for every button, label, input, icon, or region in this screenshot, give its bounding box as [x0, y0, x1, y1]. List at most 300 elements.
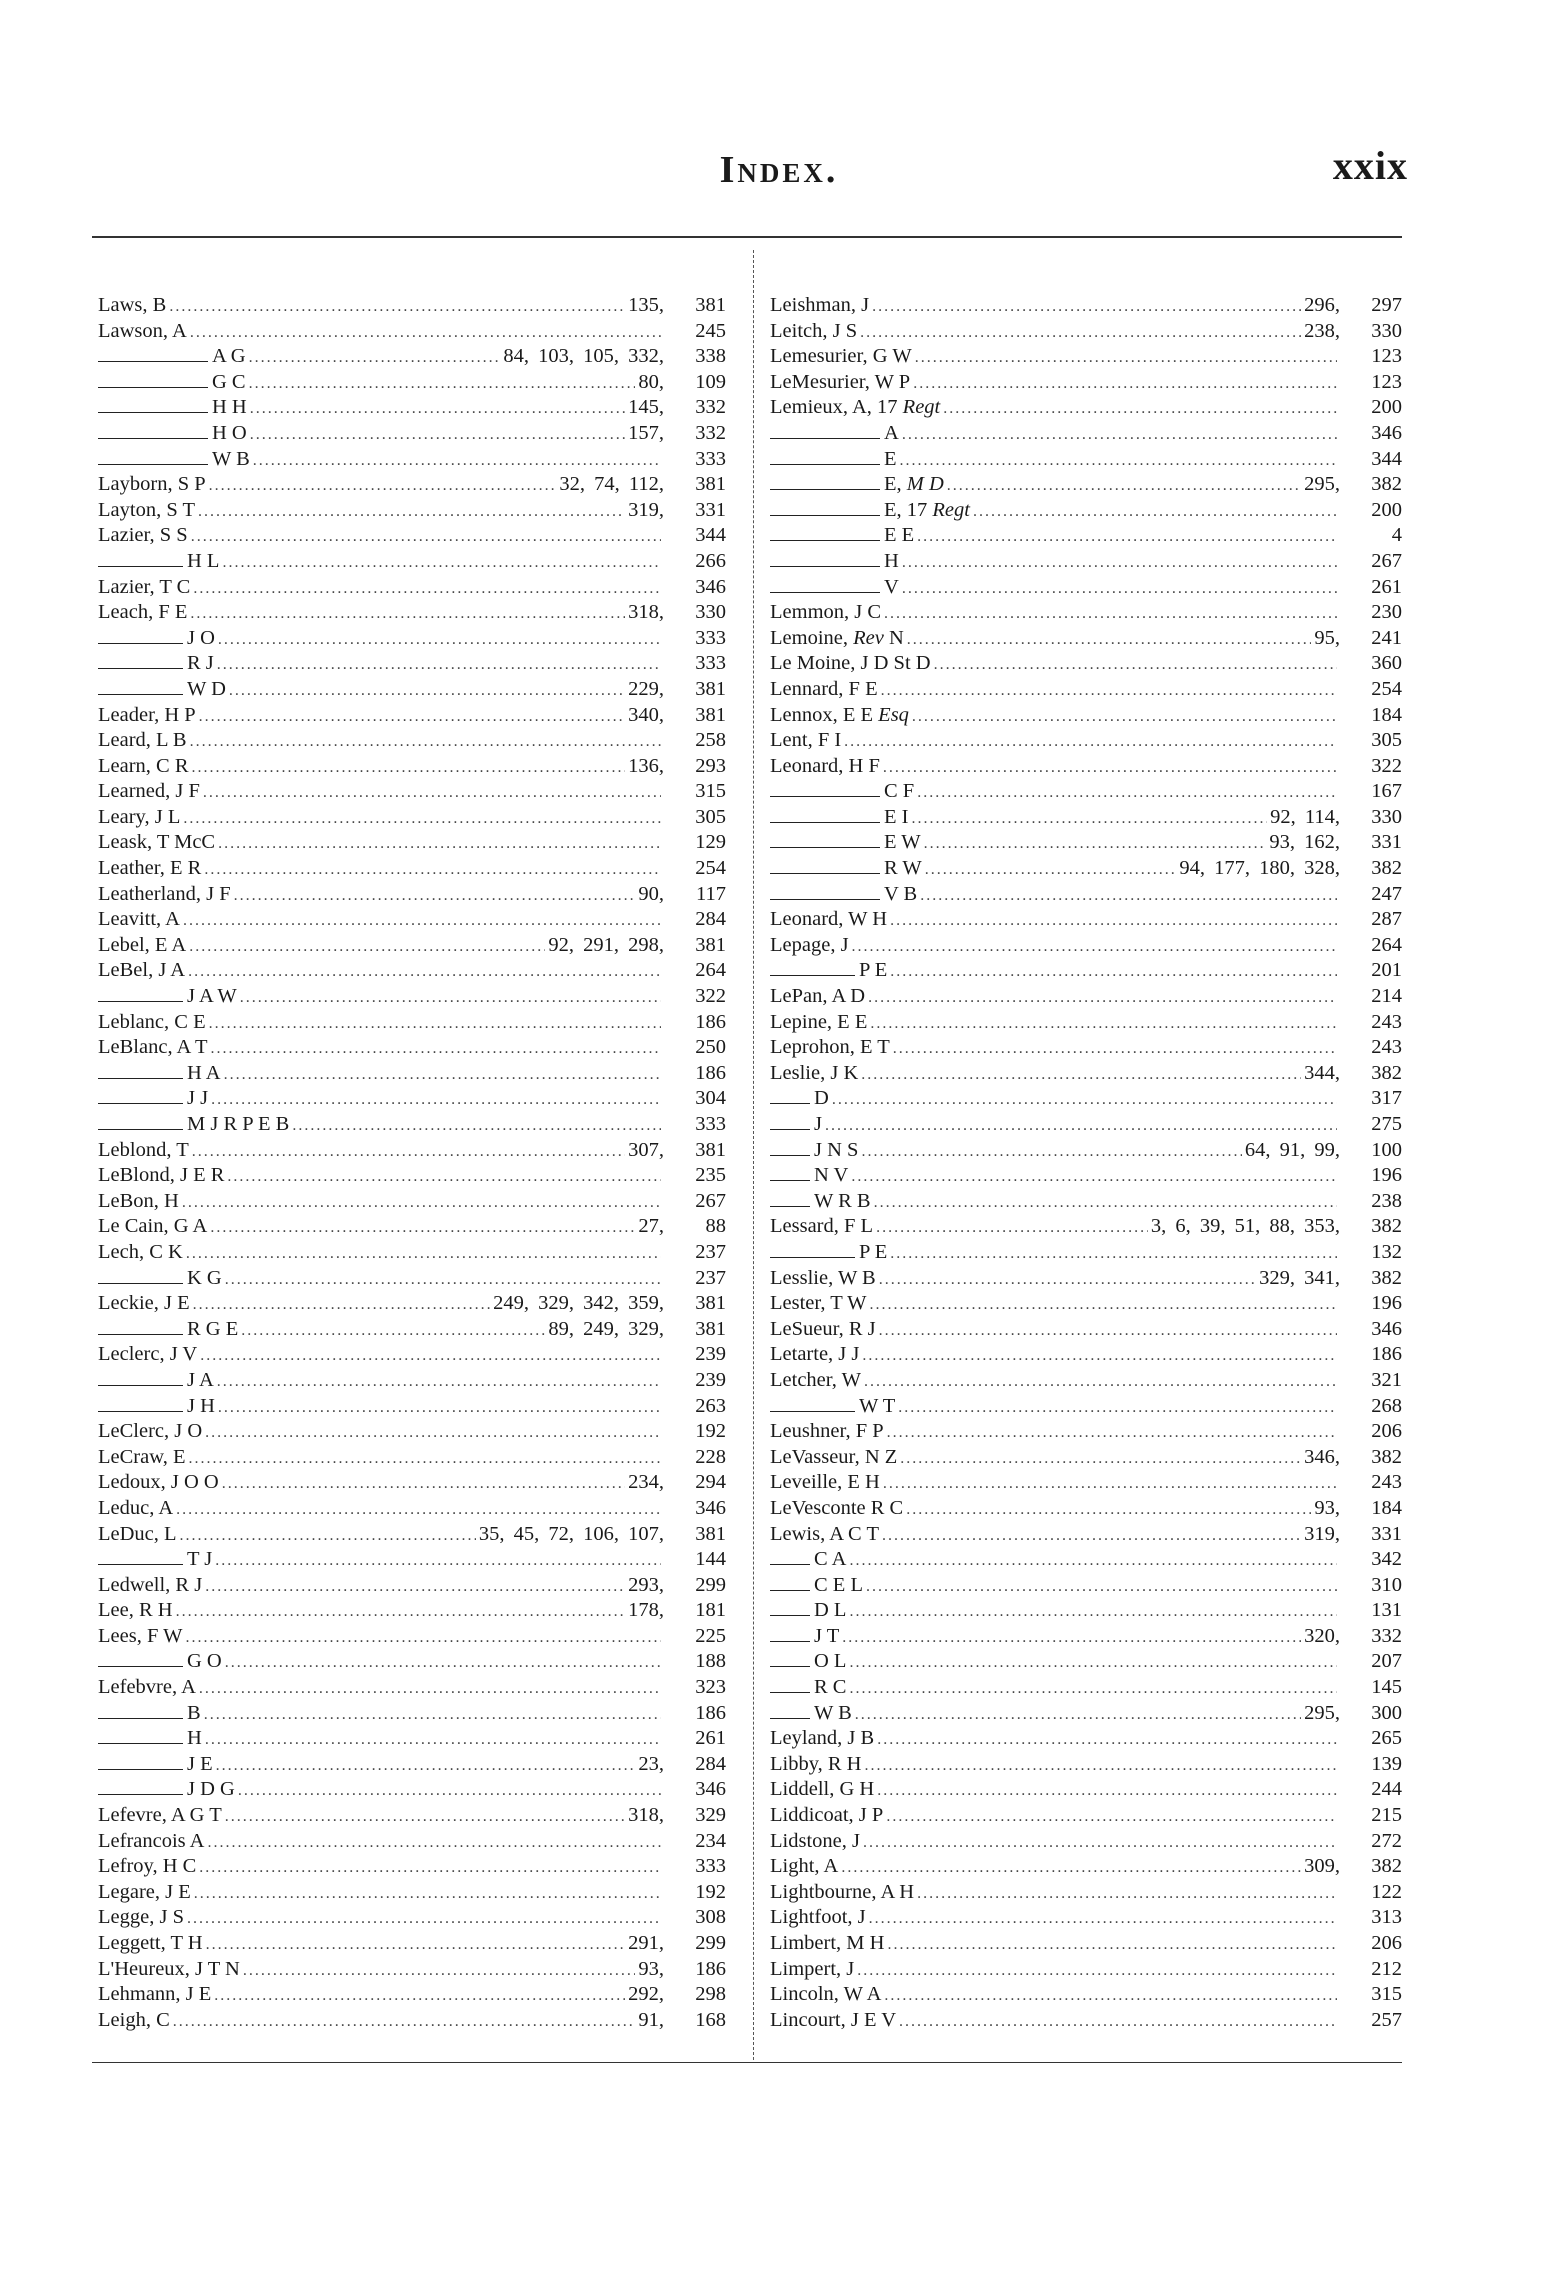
- leader-dots: [863, 1830, 1337, 1856]
- entry-name: R J: [98, 651, 214, 677]
- index-entry: [770, 1266, 1402, 1292]
- entry-name: L'Heureux, J T N: [98, 1957, 240, 1980]
- final-page-ref: 258: [695, 729, 726, 752]
- entry-name: J O: [98, 626, 215, 652]
- entry-name: Leslie, J K: [770, 1061, 859, 1084]
- leader-dots: [862, 1343, 1337, 1369]
- leader-dots: [879, 1267, 1256, 1293]
- final-page-ref: 254: [1371, 677, 1402, 700]
- leader-dots: [893, 1036, 1337, 1062]
- index-entry: [98, 1598, 726, 1624]
- final-page-ref: 332: [695, 396, 726, 419]
- final-page-ref: 237: [695, 1240, 726, 1263]
- final-page-ref: 323: [695, 1676, 726, 1699]
- leader-dots: [205, 1574, 625, 1600]
- entry-name: M J R P E B: [98, 1112, 289, 1138]
- entry-name: Lees, F W: [98, 1624, 183, 1647]
- index-entry: [98, 1138, 726, 1164]
- index-entry: [98, 907, 726, 933]
- leader-dots: [183, 806, 661, 832]
- leader-dots: [842, 1625, 1301, 1651]
- final-page-ref: 315: [1371, 1983, 1402, 2006]
- leader-dots: [924, 831, 1267, 857]
- final-page-ref: 212: [1371, 1957, 1402, 1980]
- index-entry: [98, 1675, 726, 1701]
- index-entry: [770, 1138, 1402, 1164]
- index-entry: [98, 1189, 726, 1215]
- index-entry: [98, 1214, 726, 1240]
- entry-name: Leblanc, C E: [98, 1010, 206, 1033]
- leader-dots: [868, 985, 1337, 1011]
- index-entry: [770, 421, 1402, 447]
- ditto-dash: [98, 1654, 183, 1667]
- index-entry: [770, 447, 1402, 473]
- final-page-ref: 381: [695, 1522, 726, 1545]
- final-page-ref: 330: [1371, 319, 1402, 342]
- final-page-ref: 167: [1371, 780, 1402, 803]
- ditto-dash: [770, 477, 880, 490]
- final-page-ref: 332: [695, 421, 726, 444]
- final-page-ref: 275: [1371, 1113, 1402, 1135]
- index-entry: [770, 549, 1402, 575]
- index-entry: [770, 370, 1402, 396]
- ditto-dash: [770, 528, 880, 541]
- leader-dots: [222, 1471, 625, 1497]
- index-entry: [770, 1214, 1402, 1240]
- final-page-ref: 299: [695, 1573, 726, 1596]
- index-entry: [98, 805, 726, 831]
- entry-name: Lester, T W: [770, 1292, 867, 1315]
- index-entry: [98, 984, 726, 1010]
- leader-dots: [199, 1676, 661, 1702]
- leader-dots: [198, 499, 625, 525]
- leader-dots: [907, 627, 1312, 653]
- final-page-ref: 346: [1371, 421, 1402, 444]
- index-entry: [770, 1957, 1402, 1983]
- leader-dots: [205, 1420, 661, 1446]
- index-entry: [98, 1829, 726, 1855]
- entry-name: V: [770, 575, 899, 601]
- final-page-ref: 144: [695, 1548, 726, 1571]
- final-page-ref: 186: [695, 1957, 726, 1980]
- index-entry: [770, 1394, 1402, 1420]
- entry-name: O L: [770, 1649, 846, 1675]
- entry-name: Leigh, C: [98, 2008, 170, 2031]
- leader-dots: [209, 473, 557, 499]
- final-page-ref: 184: [1371, 1496, 1402, 1519]
- leader-dots: [841, 1855, 1301, 1881]
- index-entry: [770, 1010, 1402, 1036]
- index-entry: [770, 728, 1402, 754]
- leader-dots: [204, 1702, 661, 1728]
- entry-name: H: [98, 1726, 202, 1752]
- final-page-ref: 238: [1371, 1189, 1402, 1212]
- entry-name: Limpert, J: [770, 1957, 855, 1980]
- leader-dots: [204, 857, 661, 883]
- final-page-ref: 333: [695, 1113, 726, 1135]
- final-page-ref: 206: [1371, 1420, 1402, 1443]
- leader-dots: [205, 1727, 661, 1753]
- final-page-ref: 298: [695, 1983, 726, 2006]
- entry-name: R W: [770, 856, 922, 882]
- ditto-dash: [98, 989, 183, 1002]
- final-page-ref: 192: [695, 1880, 726, 1903]
- leader-dots: [900, 1446, 1301, 1472]
- leader-dots: [218, 831, 661, 857]
- leader-dots: [188, 1446, 661, 1472]
- page-refs: 93,: [638, 1957, 664, 1980]
- ditto-dash: [770, 1629, 810, 1642]
- entry-name: Libby, R H: [770, 1752, 862, 1775]
- index-entry: [770, 1624, 1402, 1650]
- final-page-ref: 132: [1371, 1240, 1402, 1263]
- index-entry: [770, 1675, 1402, 1701]
- leader-dots: [224, 1062, 661, 1088]
- index-entry: [98, 1957, 726, 1983]
- final-page-ref: 293: [695, 754, 726, 777]
- ditto-dash: [770, 1143, 810, 1156]
- leader-dots: [249, 371, 636, 397]
- ditto-dash: [770, 861, 880, 874]
- leader-dots: [180, 1523, 476, 1549]
- final-page-ref: 267: [695, 1189, 726, 1212]
- entry-name: E I: [770, 805, 908, 831]
- index-entry: [770, 1880, 1402, 1906]
- index-entry: [770, 1470, 1402, 1496]
- final-page-ref: 344: [1371, 447, 1402, 470]
- page-refs: 318,: [628, 601, 664, 624]
- leader-dots: [211, 1036, 661, 1062]
- entry-name: Leatherland, J F: [98, 882, 231, 905]
- leader-dots: [193, 1292, 490, 1318]
- leader-dots: [191, 524, 661, 550]
- final-page-ref: 382: [1371, 1266, 1402, 1289]
- index-entry: [98, 1496, 726, 1522]
- leader-dots: [249, 345, 501, 371]
- entry-name: T J: [98, 1547, 212, 1573]
- index-entry: [770, 600, 1402, 626]
- leader-dots: [225, 1804, 625, 1830]
- page-title: Index.: [719, 149, 839, 191]
- leader-dots: [209, 1011, 661, 1037]
- final-page-ref: 263: [695, 1394, 726, 1417]
- entry-name: Lawson, A: [98, 319, 187, 342]
- leader-dots: [912, 704, 1337, 730]
- ditto-dash: [770, 1091, 810, 1104]
- ditto-dash: [770, 1117, 810, 1130]
- final-page-ref: 257: [1371, 2008, 1402, 2031]
- ditto-dash: [98, 426, 208, 439]
- index-entry: [770, 1547, 1402, 1573]
- final-page-ref: 346: [695, 575, 726, 598]
- entry-name: LeCraw, E: [98, 1445, 186, 1468]
- leader-dots: [855, 1702, 1301, 1728]
- leader-dots: [857, 1958, 1337, 1984]
- entry-name: E W: [770, 830, 921, 856]
- final-page-ref: 131: [1371, 1599, 1402, 1622]
- entry-name: Leggett, T H: [98, 1932, 203, 1954]
- page-number: xxix: [1332, 143, 1408, 188]
- leader-dots: [173, 2009, 636, 2035]
- ditto-dash: [770, 1245, 855, 1258]
- index-entry: [770, 677, 1402, 703]
- entry-name: Letcher, W: [770, 1368, 861, 1391]
- index-entry: [98, 754, 726, 780]
- final-page-ref: 230: [1371, 601, 1402, 624]
- entry-name: Leushner, F P: [770, 1420, 884, 1443]
- final-page-ref: 145: [1371, 1676, 1402, 1699]
- column-divider: [753, 250, 754, 2060]
- entry-name: Leyland, J B: [770, 1727, 875, 1750]
- page-refs: 89, 249, 329,: [548, 1317, 664, 1340]
- header-rule: [92, 236, 1402, 238]
- index-entry: [770, 1342, 1402, 1368]
- entry-name: LeBon, H: [98, 1189, 179, 1212]
- final-page-ref: 333: [695, 447, 726, 470]
- entry-name: Lewis, A C T: [770, 1522, 879, 1545]
- index-entry: [98, 1291, 726, 1317]
- page-refs: 32, 74, 112,: [559, 473, 664, 496]
- entry-name: Lightfoot, J: [770, 1906, 866, 1929]
- final-page-ref: 264: [1371, 933, 1402, 956]
- index-entry: [770, 1854, 1402, 1880]
- final-page-ref: 122: [1371, 1880, 1402, 1903]
- entry-name: J D G: [98, 1777, 235, 1803]
- entry-name: E: [770, 447, 897, 473]
- final-page-ref: 265: [1371, 1727, 1402, 1750]
- page-refs: 292,: [628, 1983, 664, 2006]
- index-entry: [770, 1905, 1402, 1931]
- leader-dots: [183, 908, 661, 934]
- leader-dots: [911, 806, 1267, 832]
- leader-dots: [190, 729, 661, 755]
- final-page-ref: 88: [705, 1215, 726, 1238]
- final-page-ref: 330: [695, 601, 726, 624]
- index-entry: [770, 1573, 1402, 1599]
- index-entry: [98, 1086, 726, 1112]
- final-page-ref: 346: [695, 1496, 726, 1519]
- index-entry: [770, 958, 1402, 984]
- page-refs: 340,: [628, 703, 664, 726]
- leader-dots: [203, 780, 661, 806]
- leader-dots: [190, 601, 625, 627]
- entry-qualifier: Regt: [932, 498, 970, 521]
- index-entry: [98, 1982, 726, 2008]
- entry-name: J J: [98, 1086, 208, 1112]
- index-entry: [770, 754, 1402, 780]
- entry-name: A: [770, 421, 899, 447]
- entry-name: W B: [98, 447, 250, 473]
- index-entry: [98, 728, 726, 754]
- entry-name: Lazier, S S: [98, 524, 188, 547]
- index-entry: [98, 1368, 726, 1394]
- page-refs: 229,: [628, 677, 664, 700]
- ditto-dash: [770, 1654, 810, 1667]
- entry-name: Learned, J F: [98, 780, 200, 803]
- final-page-ref: 322: [695, 985, 726, 1008]
- index-entry: [770, 1317, 1402, 1343]
- index-entry: [98, 1266, 726, 1292]
- entry-name: Leitch, J S: [770, 319, 858, 342]
- final-page-ref: 330: [1371, 805, 1402, 828]
- ditto-dash: [770, 1399, 855, 1412]
- leader-dots: [934, 652, 1337, 678]
- final-page-ref: 331: [695, 498, 726, 521]
- index-entry: [770, 1829, 1402, 1855]
- page-refs: 135,: [628, 294, 664, 316]
- final-page-ref: 200: [1371, 498, 1402, 521]
- entry-name: Liddell, G H: [770, 1778, 875, 1801]
- index-entry: [98, 1522, 726, 1548]
- ditto-dash: [98, 1322, 183, 1335]
- final-page-ref: 254: [695, 857, 726, 880]
- index-entry: [770, 907, 1402, 933]
- entry-name: W T: [770, 1394, 895, 1420]
- index-entry: [770, 1726, 1402, 1752]
- leader-dots: [217, 1369, 661, 1395]
- index-entry: [98, 1394, 726, 1420]
- ditto-dash: [770, 887, 880, 900]
- entry-name: Leblond, T: [98, 1138, 189, 1161]
- leader-dots: [861, 1139, 1241, 1165]
- final-page-ref: 4: [1391, 524, 1402, 547]
- leader-dots: [199, 1855, 661, 1881]
- ditto-dash: [98, 1731, 183, 1744]
- final-page-ref: 317: [1371, 1087, 1402, 1110]
- final-page-ref: 225: [695, 1624, 726, 1647]
- index-entry: [98, 1010, 726, 1036]
- entry-name: Legare, J E: [98, 1880, 191, 1903]
- leader-dots: [849, 1548, 1337, 1574]
- page-refs: 64, 91, 99,: [1244, 1138, 1340, 1161]
- index-entry: [98, 703, 726, 729]
- entry-name: D: [770, 1086, 829, 1112]
- ditto-dash: [98, 1399, 183, 1412]
- entry-name: J N S: [770, 1138, 858, 1164]
- leader-dots: [207, 1830, 661, 1856]
- leader-dots: [890, 959, 1337, 985]
- final-page-ref: 284: [695, 908, 726, 931]
- final-page-ref: 214: [1371, 985, 1402, 1008]
- index-entry: [770, 1445, 1402, 1471]
- index-entry: [98, 447, 726, 473]
- final-page-ref: 382: [1371, 473, 1402, 496]
- entry-name: Leonard, H F: [770, 754, 880, 777]
- entry-name: Layborn, S P: [98, 473, 206, 496]
- leader-dots: [216, 1753, 636, 1779]
- page-refs: 307,: [628, 1138, 664, 1161]
- index-entry: [98, 1803, 726, 1829]
- ditto-dash: [98, 452, 208, 465]
- index-entry: [770, 626, 1402, 652]
- leader-dots: [849, 1676, 1337, 1702]
- index-entry: [98, 319, 726, 345]
- entry-name: R C: [770, 1675, 846, 1701]
- leader-dots: [182, 1190, 661, 1216]
- index-entry: [98, 370, 726, 396]
- leader-dots: [883, 755, 1337, 781]
- page-refs: 94, 177, 180, 328,: [1179, 857, 1340, 880]
- ditto-dash: [98, 349, 208, 362]
- index-entry: [770, 1752, 1402, 1778]
- entry-name: Lee, R H: [98, 1599, 173, 1622]
- entry-qualifier: Rev: [853, 626, 884, 649]
- leader-dots: [917, 780, 1337, 806]
- final-page-ref: 294: [695, 1471, 726, 1494]
- page-refs: 178,: [628, 1599, 664, 1622]
- entry-name: Laws, B: [98, 294, 167, 316]
- leader-dots: [902, 550, 1337, 576]
- entry-name: C F: [770, 779, 914, 805]
- index-entry: [98, 626, 726, 652]
- entry-name: N V: [770, 1163, 848, 1189]
- entry-name: Lazier, T C: [98, 575, 191, 598]
- final-page-ref: 333: [695, 626, 726, 649]
- page-refs: 249, 329, 342, 359,: [493, 1292, 664, 1315]
- index-entry: [98, 1419, 726, 1445]
- ditto-dash: [770, 835, 880, 848]
- ditto-dash: [770, 1552, 810, 1565]
- final-page-ref: 117: [696, 882, 726, 905]
- page-refs: 92, 291, 298,: [548, 933, 664, 956]
- entry-name: Lemieux, A, 17 Regt: [770, 396, 941, 419]
- final-page-ref: 299: [695, 1932, 726, 1954]
- right-column: [770, 293, 1402, 2033]
- entry-name: Leckie, J E: [98, 1292, 190, 1315]
- final-page-ref: 243: [1371, 1010, 1402, 1033]
- index-entry: [98, 1624, 726, 1650]
- final-page-ref: 244: [1371, 1778, 1402, 1801]
- entry-name: Letarte, J J: [770, 1343, 860, 1366]
- entry-name: Liddicoat, J P: [770, 1804, 884, 1827]
- final-page-ref: 305: [695, 805, 726, 828]
- leader-dots: [861, 1062, 1301, 1088]
- index-entry: [98, 1445, 726, 1471]
- leader-dots: [925, 857, 1177, 883]
- leader-dots: [900, 448, 1337, 474]
- ditto-dash: [98, 375, 208, 388]
- page-refs: 238,: [1304, 319, 1340, 342]
- entry-name: E, M D: [770, 472, 944, 498]
- entry-name: Leach, F E: [98, 601, 188, 624]
- final-page-ref: 313: [1371, 1906, 1402, 1929]
- ditto-dash: [770, 426, 880, 439]
- final-page-ref: 321: [1371, 1368, 1402, 1391]
- final-page-ref: 322: [1371, 754, 1402, 777]
- page-refs: 145,: [628, 396, 664, 419]
- leader-dots: [844, 729, 1337, 755]
- leader-dots: [917, 1881, 1337, 1907]
- final-page-ref: 329: [695, 1804, 726, 1827]
- final-page-ref: 186: [695, 1010, 726, 1033]
- entry-name: Leary, J L: [98, 805, 181, 828]
- entry-name: W R B: [770, 1189, 871, 1215]
- final-page-ref: 315: [695, 780, 726, 803]
- final-page-ref: 331: [1371, 1522, 1402, 1545]
- index-entry: [98, 1470, 726, 1496]
- final-page-ref: 196: [1371, 1292, 1402, 1315]
- index-entry: [770, 1086, 1402, 1112]
- page-refs: 293,: [628, 1573, 664, 1596]
- index-entry: [770, 1598, 1402, 1624]
- page-refs: 136,: [628, 754, 664, 777]
- entry-name: H H: [98, 395, 247, 421]
- leader-dots: [292, 1113, 661, 1139]
- index-entry: [770, 1291, 1402, 1317]
- page-refs: 234,: [628, 1471, 664, 1494]
- leader-dots: [879, 1318, 1337, 1344]
- leader-dots: [250, 422, 625, 448]
